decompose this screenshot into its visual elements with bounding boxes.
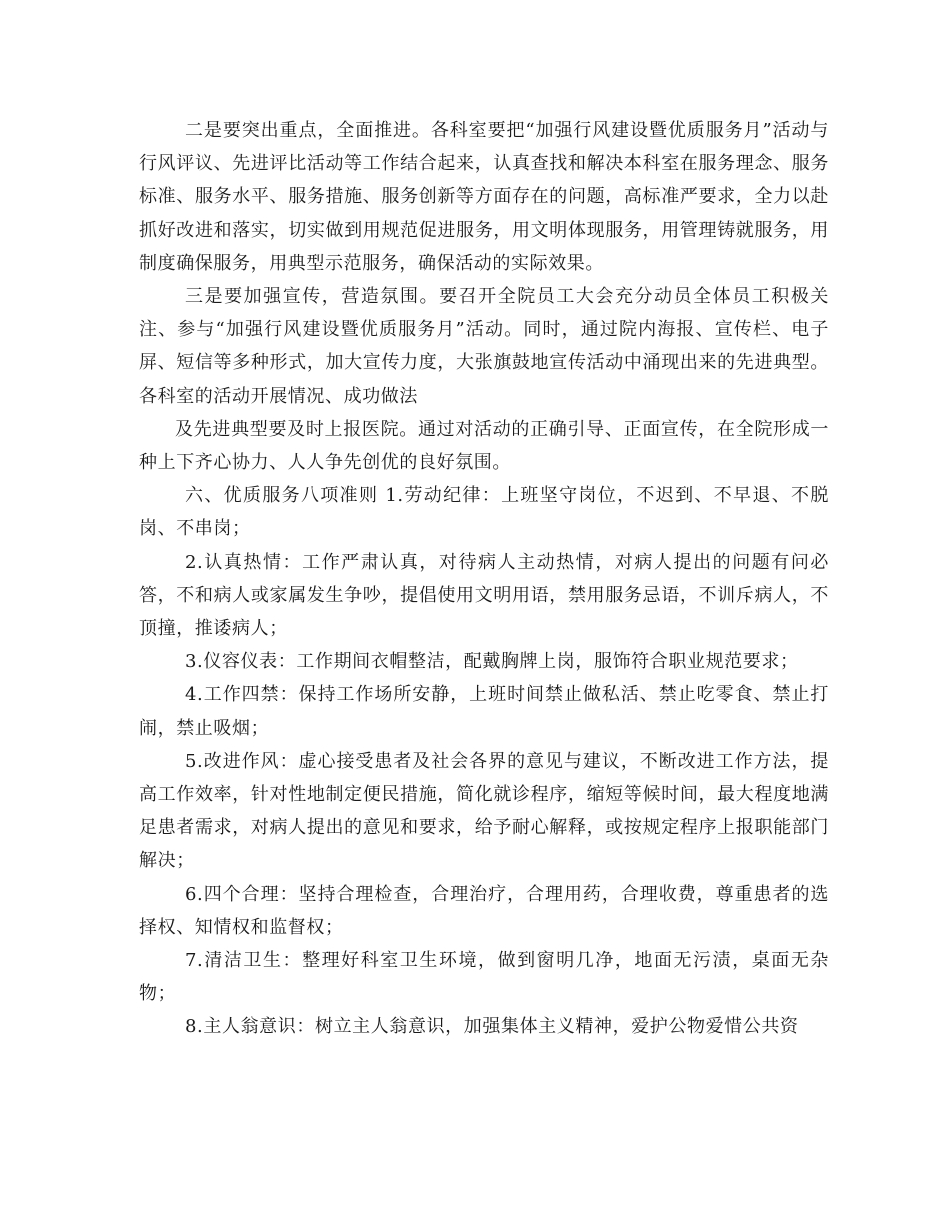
paragraph-rule-5: 5.改进作风：虚心接受患者及社会各界的意见与建议，不断改进工作方法，提高工作效率，针对性地制定便民措施，简化就诊程序，缩短等候时间，最大程度地满足患者需求，对病人提出的意见和要求，给予耐心解释，或按规定程序上报职能部门解决；: [139, 750, 829, 872]
document-body: [139, 114, 829, 1044]
paragraph-rule-7: 7.清洁卫生：整理好科室卫生环境，做到窗明几净，地面无污渍，桌面无杂物；: [139, 950, 829, 1005]
paragraph-rule-3: 3.仪容仪表：工作期间衣帽整洁，配戴胸牌上岗，服饰符合职业规范要求；: [185, 651, 799, 673]
paragraph-report-models: 及先进典型要及时上报医院。通过对活动的正确引导、正面宣传，在全院形成一种上下齐心协力、人人争先创优的良好氛围。: [139, 418, 829, 474]
paragraph-rule-4: 4.工作四禁：保持工作场所安静，上班时间禁止做私活、禁止吃零食、禁止打闹，禁止吸烟；: [139, 684, 829, 739]
paragraph-publicity: 三是要加强宣传，营造氛围。要召开全院员工大会充分动员全体员工积极关注、参与“加强行风建设暨优质服务月”活动。同时，通过院内海报、宣传栏、电子屏、短信等多种形式，加大宣传力度，大张旗鼓地宣传活动中涌现出来的先进典型。各科室的活动开展情况、成功做法: [139, 286, 829, 407]
paragraph-rule-8: 8.主人翁意识：树立主人翁意识，加强集体主义精神，爱护公物爱惜公共资: [185, 1016, 799, 1038]
paragraph-rule-2: 2.认真热情：工作严肃认真，对待病人主动热情，对病人提出的问题有问必答，不和病人或家属发生争吵，提倡使用文明用语，禁用服务忌语，不训斥病人，不顶撞，推诿病人；: [139, 551, 829, 640]
paragraph-rule-6: 6.四个合理：坚持合理检查，合理治疗，合理用药，合理收费，尊重患者的选择权、知情权和监督权；: [139, 883, 829, 938]
paragraph-focus-promotion: 二是要突出重点，全面推进。各科室要把“加强行风建设暨优质服务月”活动与行风评议、先进评比活动等工作结合起来，认真查找和解决本科室在服务理念、服务标准、服务水平、服务措施、服务创新等方面存在的问题，高标准严要求，全力以赴抓好改进和落实，切实做到用规范促进服务，用文明体现服务，用管理铸就服务，用制度确保服务，用典型示范服务，确保活动的实际效果。: [139, 120, 829, 274]
paragraph-rule-1: 六、优质服务八项准则 1.劳动纪律：上班坚守岗位，不迟到、不早退、不脱岗、不串岗；: [139, 485, 829, 540]
